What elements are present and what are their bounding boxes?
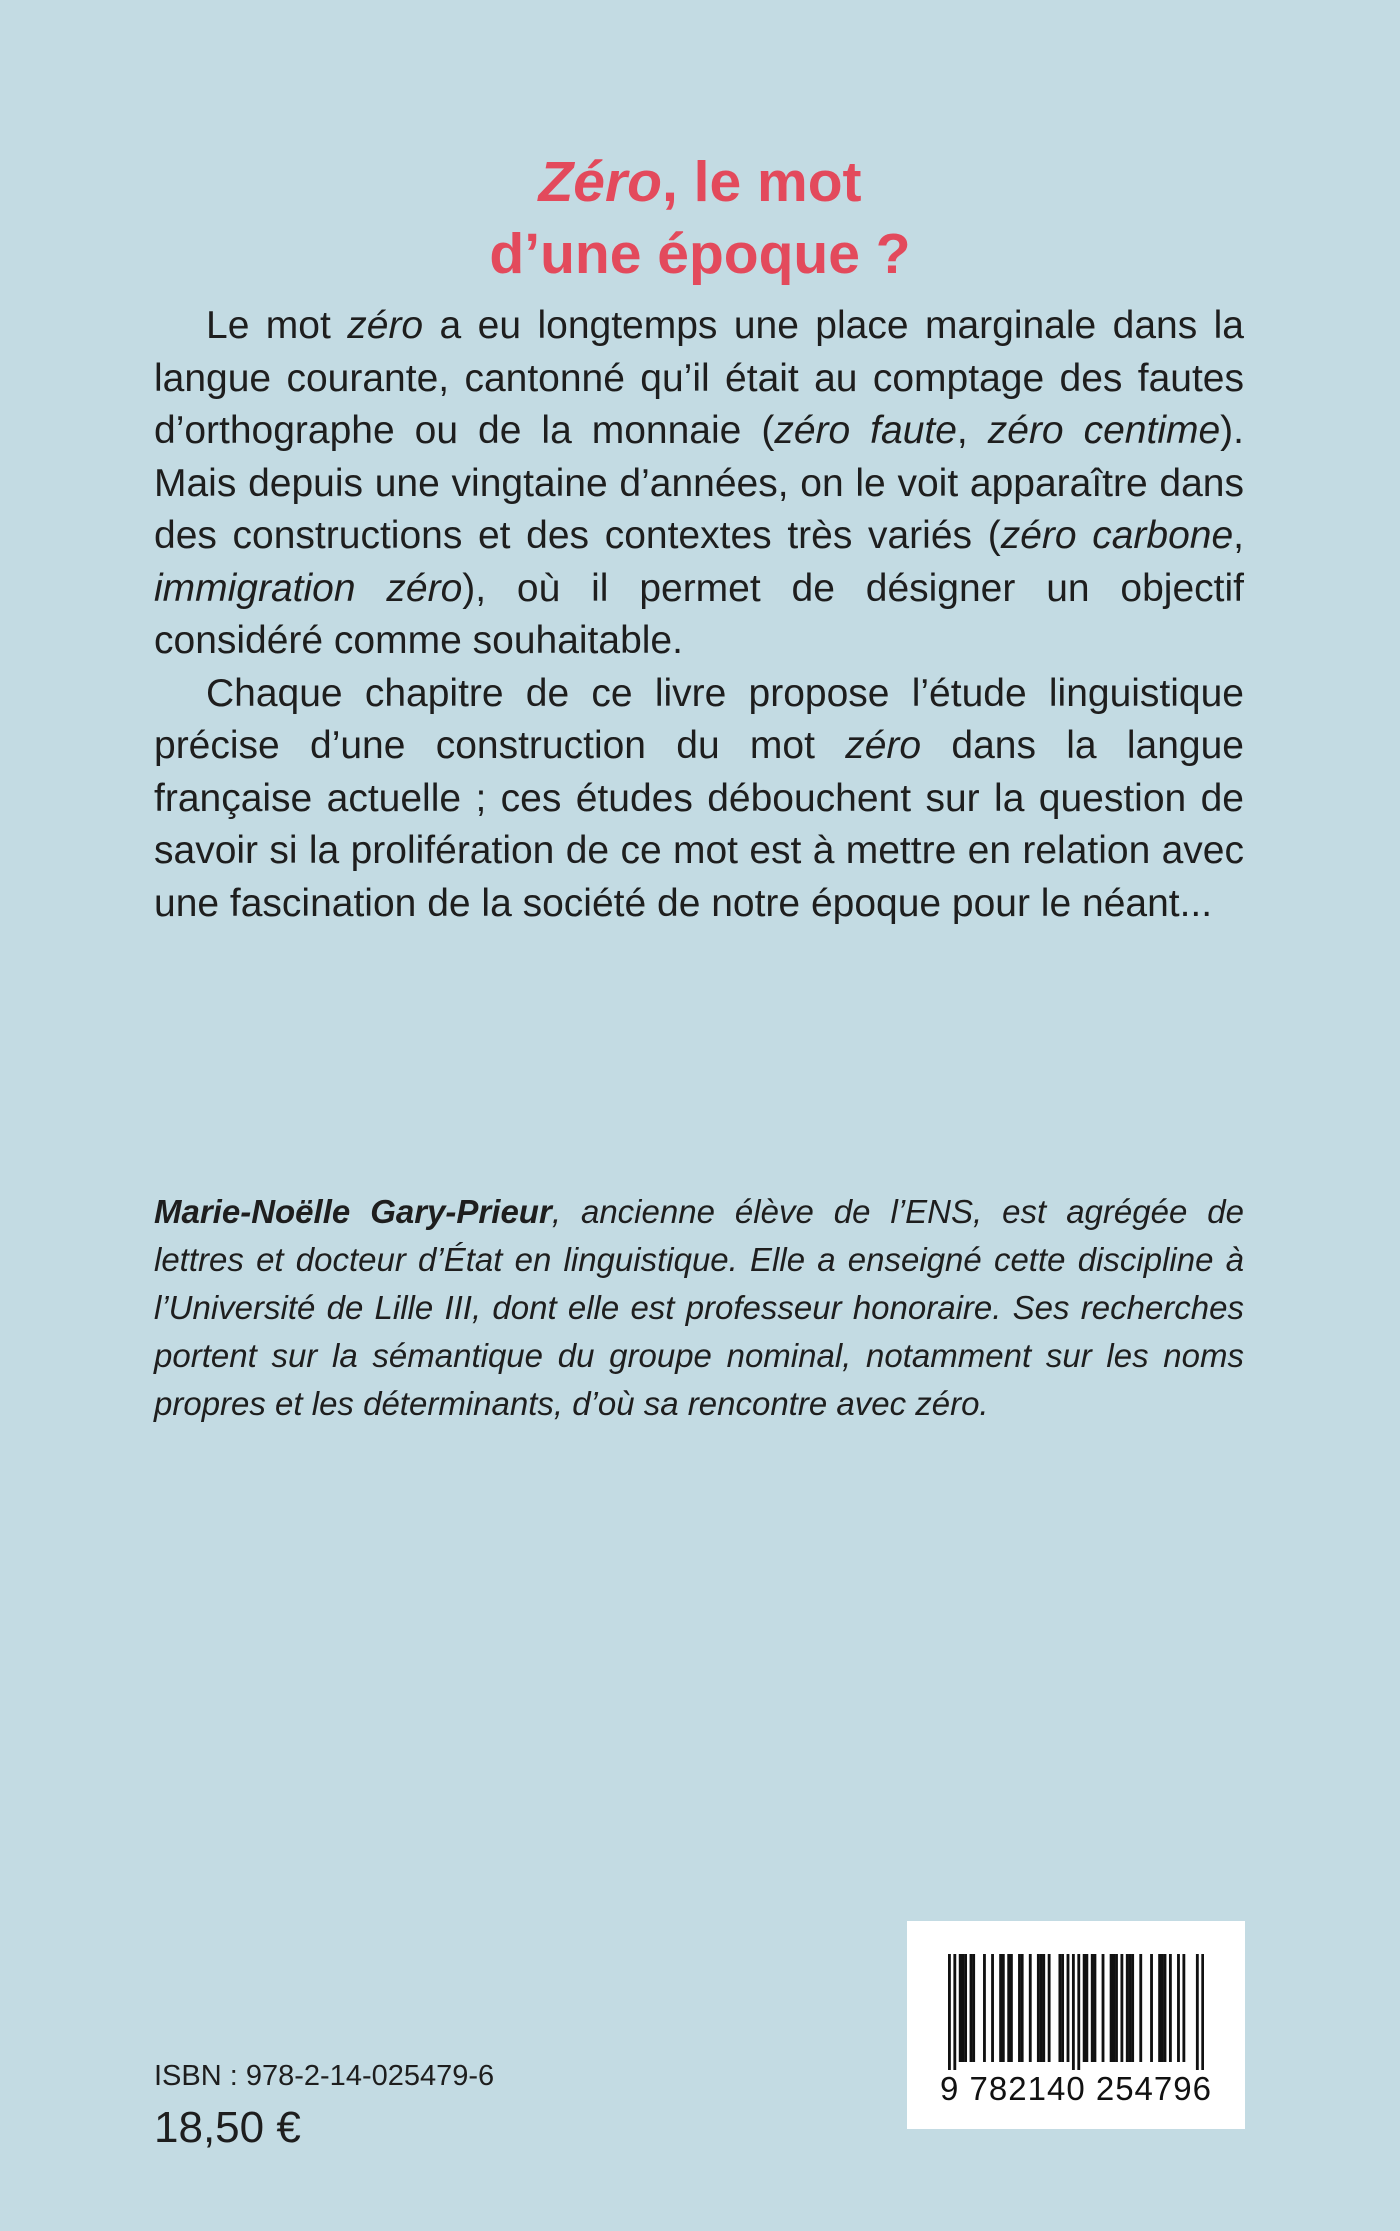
barcode-bar <box>1037 1954 1040 2062</box>
title-italic-word: Zéro <box>538 150 662 215</box>
barcode-bar <box>1067 1954 1070 2062</box>
barcode-bar <box>1072 1954 1075 2070</box>
barcode-bar <box>1126 1954 1129 2062</box>
barcode-bar <box>1164 1954 1167 2062</box>
title-line-1 <box>0 146 1400 218</box>
barcode-bar <box>1083 1954 1086 2062</box>
barcode-bar <box>1010 1954 1013 2062</box>
barcode-bar <box>1158 1954 1161 2062</box>
price: 18,50 € <box>154 2103 301 2152</box>
barcode-bars <box>948 1954 1204 2070</box>
barcode-bar <box>1177 1954 1180 2062</box>
barcode <box>907 1921 1245 2129</box>
barcode-bar <box>1007 1954 1010 2062</box>
barcode-bar <box>1040 1954 1043 2062</box>
barcode-bar <box>1021 1954 1024 2062</box>
barcode-bar <box>972 1954 975 2062</box>
barcode-bar <box>1061 1954 1064 2062</box>
barcode-bar <box>1196 1954 1199 2070</box>
barcode-bar <box>1112 1954 1115 2062</box>
barcode-bar <box>1102 1954 1105 2062</box>
barcode-bar <box>1161 1954 1164 2062</box>
barcode-bar <box>1094 1954 1097 2062</box>
barcode-bar <box>1150 1954 1153 2062</box>
barcode-bar <box>1085 1954 1088 2062</box>
barcode-bar <box>1091 1954 1094 2062</box>
barcode-bar <box>953 1954 956 2070</box>
blurb-paragraph-2: Chaque chapitre de ce livre propose l’étude linguistique précise d’une construction du mot zéro dans la langue française actuelle ; ces études débouchent sur la question de savoir si la prolifération de ce mot est à mettre en relation avec une fascination de la société de notre époque pour le néant... <box>154 671 1244 925</box>
book-title <box>0 146 1400 290</box>
barcode-bar <box>1058 1954 1061 2062</box>
barcode-bar <box>1029 1954 1032 2062</box>
barcode-bar <box>1131 1954 1134 2062</box>
author-bio-text: , ancienne élève de l’ENS, est agrégée de lettres et docteur d’État en linguistique. Elle a enseigné cette discipline à l’Université de Lille III, dont elle est professeur honoraire. Ses recherches portent sur la sémantique du groupe nominal, notamment sur les noms propres et les déterminants, d’où sa rencontre avec zéro. <box>154 1193 1244 1422</box>
barcode-bar <box>983 1954 986 2062</box>
barcode-bar <box>991 1954 994 2062</box>
barcode-bar <box>970 1954 973 2062</box>
blurb-paragraph-1: Le mot zéro a eu longtemps une place marginale dans la langue courante, cantonné qu’il était au comptage des fautes d’orthographe ou de la monnaie (zéro faute, zéro centime). Mais depuis une vingtaine d’années, on le voit apparaître dans des constructions et des contextes très variés (zéro carbone, immigration zéro), où il permet de désigner un objectif considéré comme souhaitable. <box>154 304 1245 662</box>
barcode-bar <box>1201 1954 1204 2070</box>
title-line-2: d’une époque ? <box>489 222 911 287</box>
barcode-bar <box>1129 1954 1132 2062</box>
barcode-bar <box>1048 1954 1051 2062</box>
barcode-bar <box>959 1954 962 2062</box>
isbn: ISBN : 978-2-14-025479-6 <box>154 2060 495 2092</box>
barcode-digits: 9 782140 254796 <box>940 2070 1212 2107</box>
barcode-bar <box>1120 1954 1123 2062</box>
barcode-bar <box>1169 1954 1172 2062</box>
barcode-bar <box>1139 1954 1142 2062</box>
barcode-bar <box>1115 1954 1118 2062</box>
barcode-bar <box>964 1954 967 2062</box>
barcode-bar <box>1002 1954 1005 2062</box>
barcode-bar <box>1182 1954 1185 2062</box>
barcode-bar <box>1042 1954 1045 2062</box>
barcode-bar <box>1077 1954 1080 2070</box>
author-name: Marie-Noëlle Gary-Prieur <box>154 1193 552 1230</box>
barcode-bar <box>1110 1954 1113 2062</box>
author-bio <box>154 1188 1244 1428</box>
barcode-bar <box>961 1954 964 2062</box>
title-line-1-rest: , le mot <box>662 150 862 215</box>
barcode-bar <box>1018 1954 1021 2062</box>
barcode-bar <box>999 1954 1002 2062</box>
blurb <box>154 300 1244 930</box>
barcode-bar <box>948 1954 951 2070</box>
